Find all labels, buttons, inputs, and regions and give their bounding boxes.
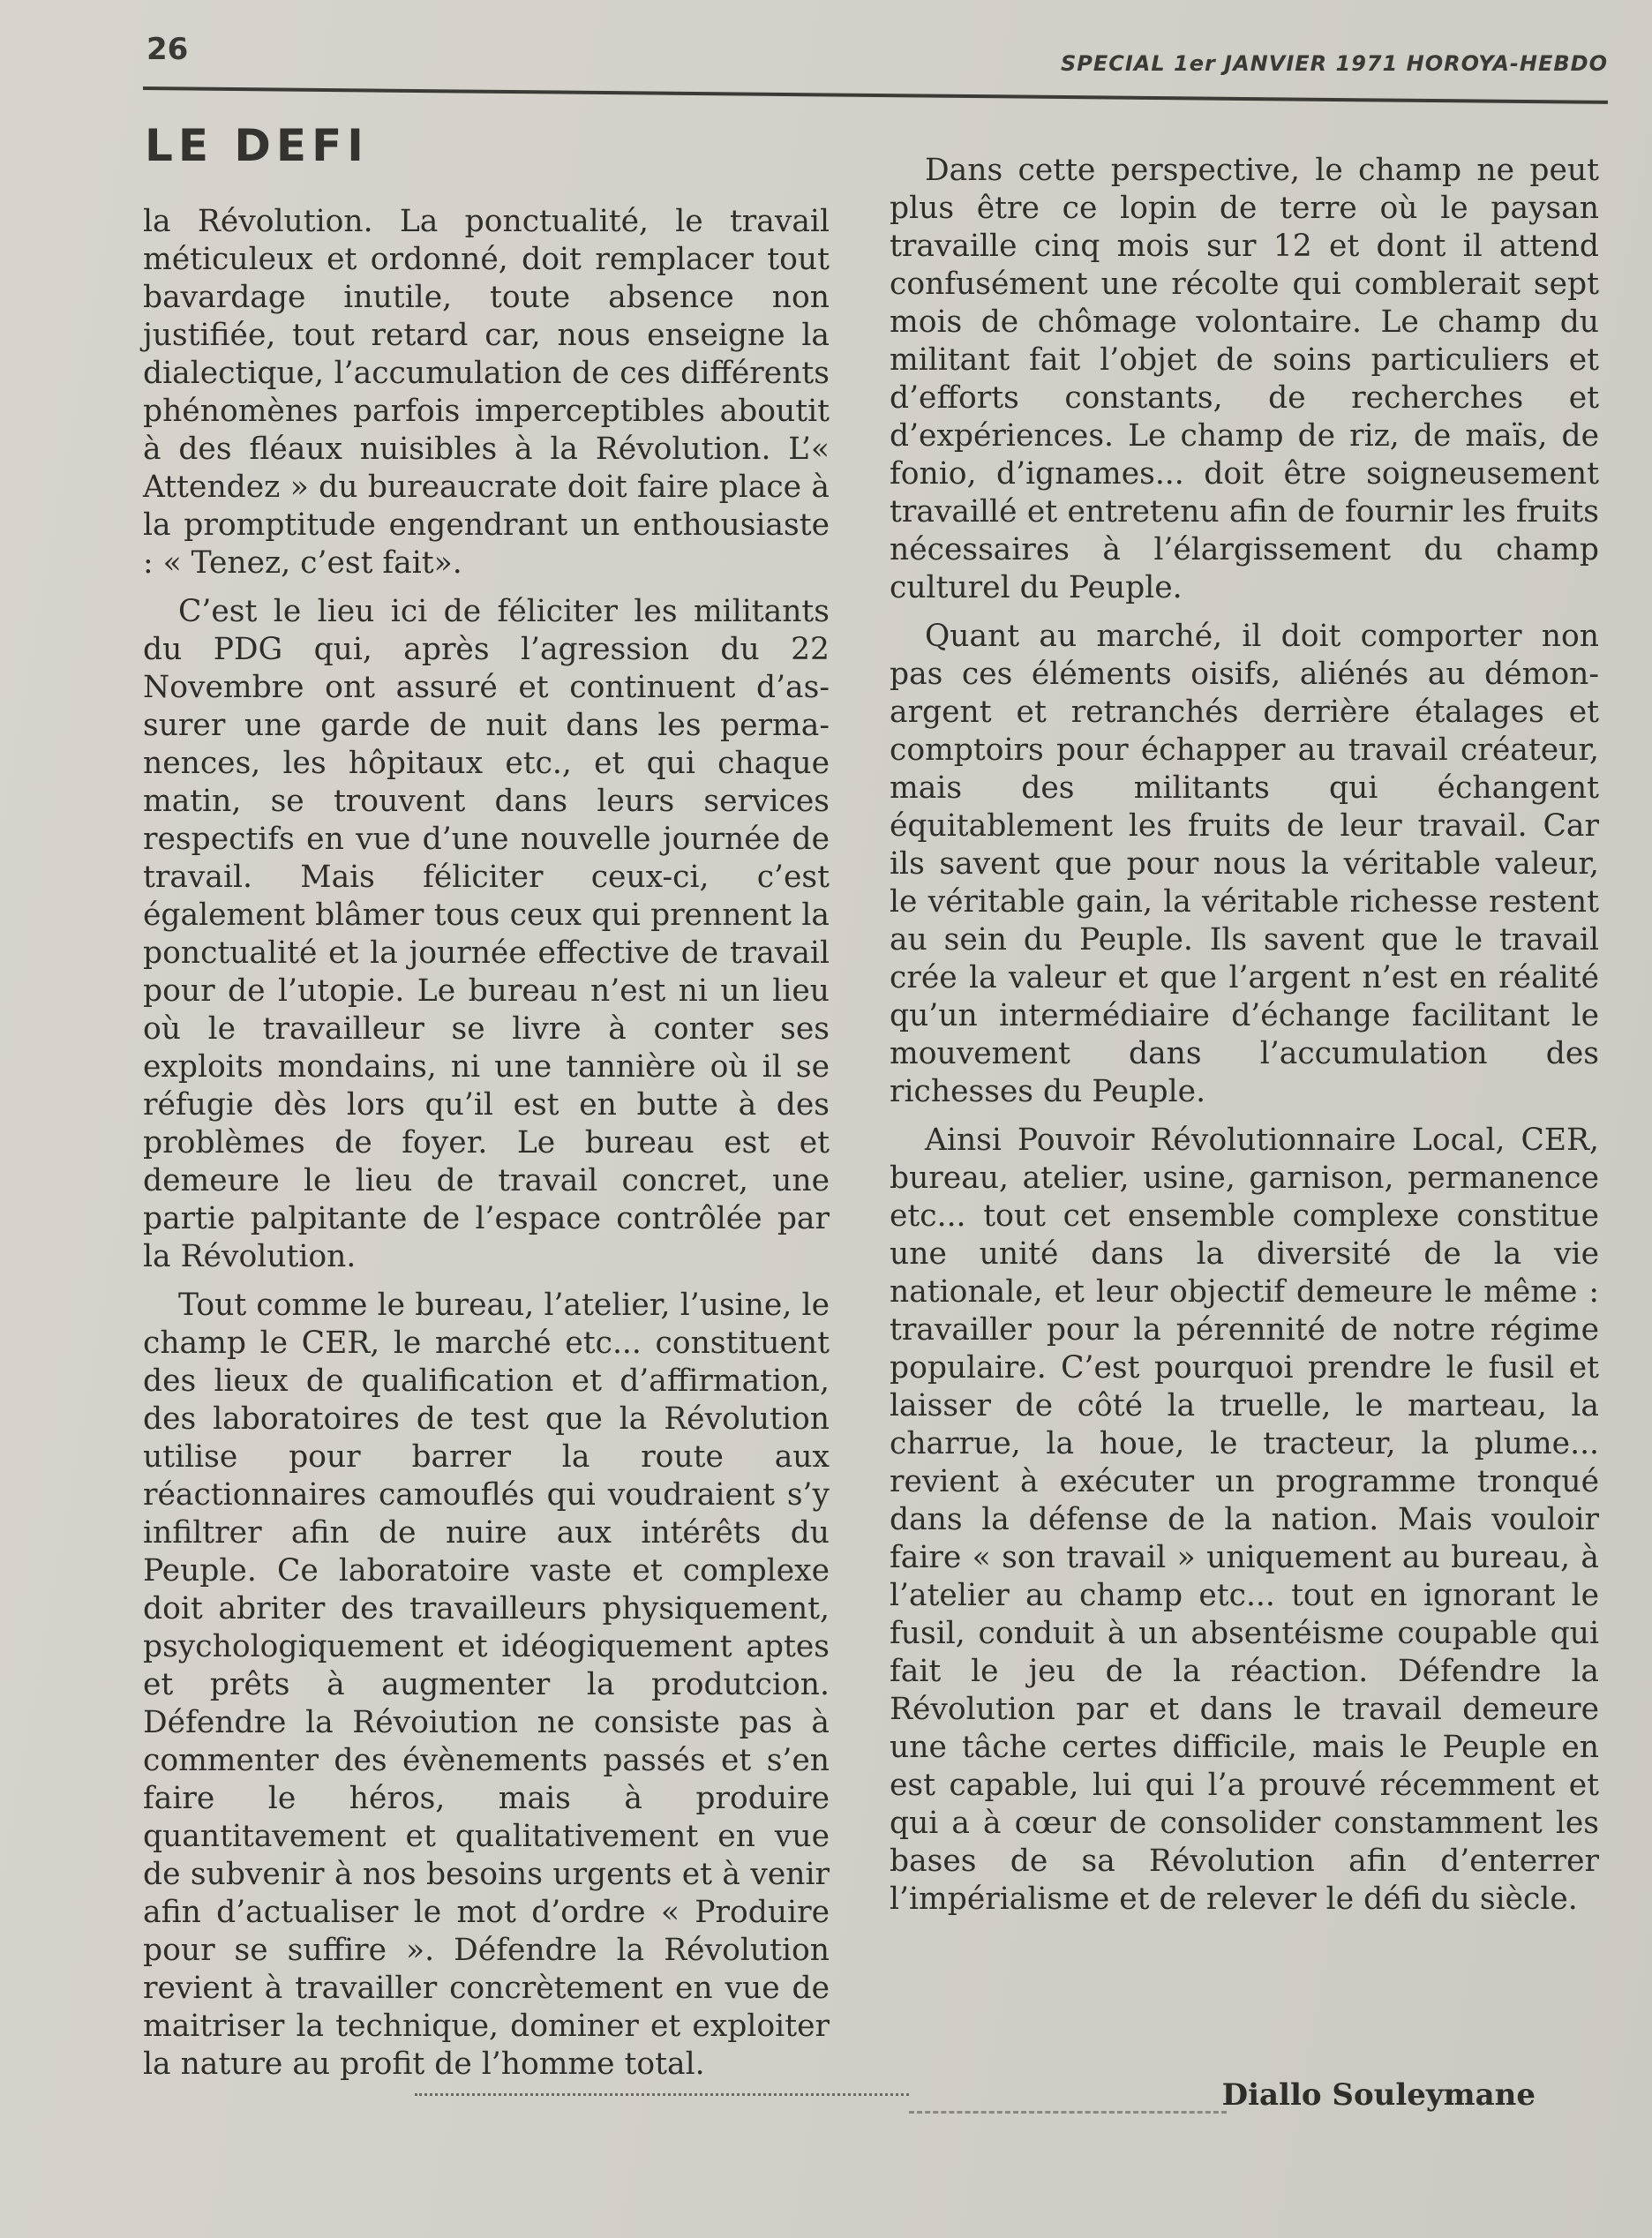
author-signature: Diallo Souleymane <box>1221 2077 1536 2113</box>
right-column <box>890 152 1599 1929</box>
running-header <box>143 25 1608 78</box>
article-title: LE DEFI <box>145 120 369 171</box>
paragraph: la Révolution. La ponctualité, le travail méticuleux et ordonné, doit remplacer tout bavardage inutile, toute absence non justifiée, tout retard car, nous enseigne la dialectique, l’accumulation de ces différents phénomènes parfois imperceptibles aboutit à des fléaux nuisibles à la Révolution. L’« Attendez » du bureaucrate doit faire place à la promptitude engendrant un enthousiaste : « Tenez, c’est fait». <box>143 204 830 581</box>
page-number: 26 <box>146 32 189 67</box>
paragraph: Dans cette perspective, le champ ne peut plus être ce lopin de terre où le paysan travaille cinq mois sur 12 et dont il attend confusément une récolte qui comblerait sept mois de chômage volontaire. Le champ du militant fait l’objet de soins particuliers et d’efforts constants, de recherches et d’expériences. Le champ de riz, de maïs, de fonio, d’ignames... doit être soigneusement travaillé et entretenu afin de fournir les fruits nécessaires à l’élargissement du champ culturel du Peuple. <box>890 153 1599 605</box>
left-column <box>143 203 830 2094</box>
end-rule <box>415 2093 909 2096</box>
paragraph: C’est le lieu ici de féliciter les militants du PDG qui, après l’agression du 22 Novembre ont assuré et continuent d’assurer une garde de nuit dans les permanences, les hôpitaux etc., et qui chaque matin, se trouvent dans leurs services respectifs en vue d’une nouvelle journée de travail. Mais féliciter ceux-ci, c’est également blâmer tous ceux qui prennent la ponctualité et la journée effective de travail pour de l’utopie. Le bureau n’est ni un lieu où le travailleur se livre à conter ses exploits mondains, ni une tannière où il se réfugie dès lors qu’il est en butte à des problèmes de foyer. Le bureau est et demeure le lieu de travail concret, une partie palpitante de l’espace contrôlée par la Révolution. <box>143 594 830 1274</box>
paragraph: Ainsi Pouvoir Révolutionnaire Local, CER, bureau, atelier, usine, garnison, permanence etc... tout cet ensemble complexe constitue une unité dans la diversité de la vie nationale, et leur objectif demeure le même : travailler pour la pérennité de notre régime populaire. C’est pourquoi prendre le fusil et laisser de côté la truelle, le marteau, la charrue, la houe, le tracteur, la plume... revient à exécuter un programme tronqué dans la défense de la nation. Mais vouloir faire « son travail » uniquement au bureau, à l’atelier au champ etc... tout en ignorant le fusil, conduit à un absentéisme coupable qui fait le jeu de la réaction. Défendre la Révolution par et dans le travail demeure une tâche certes difficile, mais le Peuple en est capable, lui qui l’a prouvé récemment et qui a à cœur de consolider constamment les bases de sa Révolution afin d’enterrer l’impérialisme et de relever le défi du siècle. <box>890 1123 1599 1917</box>
paragraph: Quant au marché, il doit comporter non pas ces éléments oisifs, aliénés au démon-argent et retranchés derrière étalages et comptoirs pour échapper au travail créateur, mais des militants qui échangent équitablement les fruits de leur travail. Car ils savent que pour nous la véritable valeur, le véritable gain, la véritable richesse restent au sein du Peuple. Ils savent que le travail crée la valeur et que l’argent n’est en réalité qu’un intermédiaire d’échange facilitant le mouvement dans l’accumulation des richesses du Peuple. <box>890 619 1599 1109</box>
header-rule <box>143 86 1608 104</box>
end-rule <box>909 2111 1227 2114</box>
paragraph: Tout comme le bureau, l’atelier, l’usine, le champ le CER, le marché etc... constituent des lieux de qualification et d’affirmation, des laboratoires de test que la Révolution utilise pour barrer la route aux réactionnaires camouflés qui voudraient s’y infiltrer afin de nuire aux intérêts du Peuple. Ce laboratoire vaste et complexe doit abriter des travailleurs physiquement, psychologiquement et idéogiquement aptes et prêts à augmenter la produtcion. Défendre la Révoiution ne consiste pas à commenter des évènements passés et s’en faire le héros, mais à produire quantitavement et qualitativement en vue de subvenir à nos besoins urgents et à venir afin d’actualiser le mot d’ordre « Produire pour se suffire ». Défendre la Révolution revient à travailler concrètement en vue de maitriser la technique, dominer et exploiter la nature au profit de l’homme total. <box>143 1288 830 2082</box>
issue-line: SPECIAL 1er JANVIER 1971 HOROYA-HEBDO <box>1060 51 1608 76</box>
